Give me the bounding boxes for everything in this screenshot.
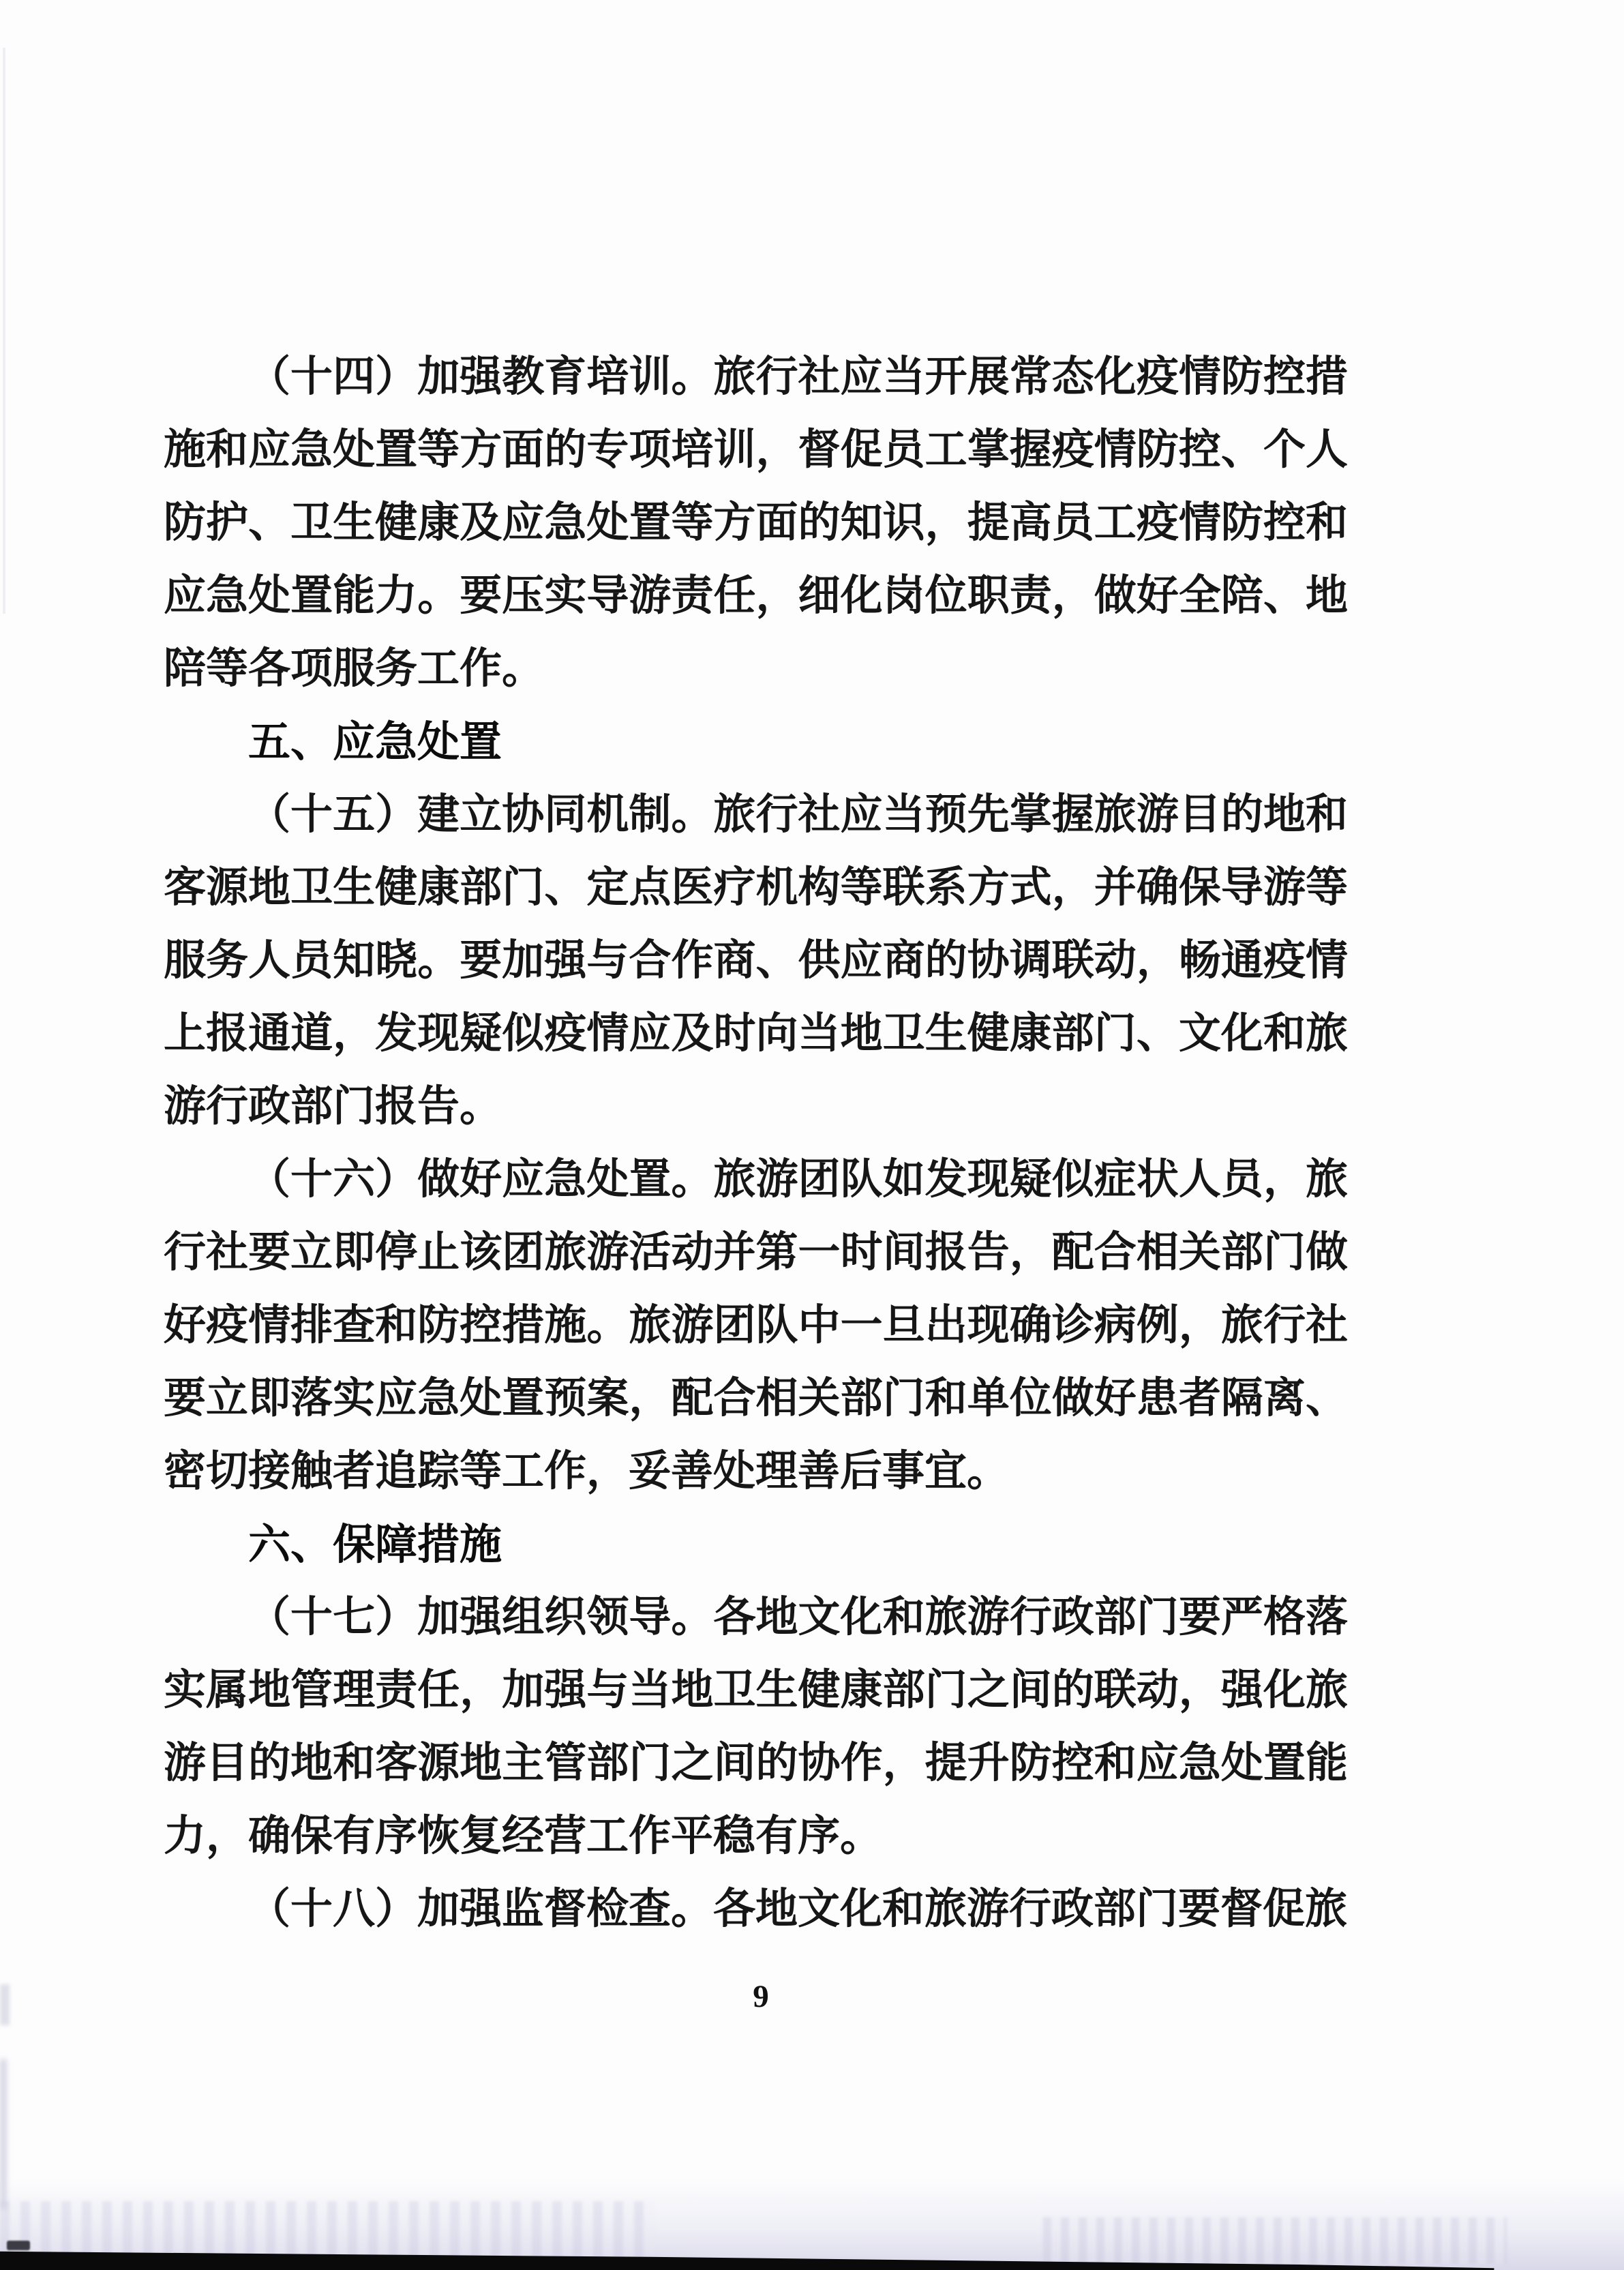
page-number: 9 — [753, 1979, 769, 2014]
paragraph: （十六）做好应急处置。旅游团队如发现疑似症状人员，旅行社要立即停止该团旅游活动并第一时间报告，配合相关部门做好疫情排查和防控措施。旅游团队中一旦出现确诊病例，旅行社要立即落实应急处置预案，配合相关部门和单位做好患者隔离、密切接触者追踪等工作，妥善处理善后事宜。 — [164, 1156, 1348, 1495]
section-heading: 五、应急处置 — [248, 719, 502, 766]
scan-artifact-left-line — [3, 48, 5, 614]
paragraph: （十七）加强组织领导。各地文化和旅游行政部门要严格落实属地管理责任，加强与当地卫生健康部门之间的联动，强化旅游目的地和客源地主管部门之间的协作，提升防控和应急处置能力，确保有序恢复经营工作平稳有序。 — [164, 1594, 1348, 1860]
section-heading: 六、保障措施 — [248, 1521, 502, 1568]
document-body — [164, 341, 1348, 1946]
scan-artifact-left-smudge — [0, 1984, 10, 2025]
paragraph: （十五）建立协同机制。旅行社应当预先掌握旅游目的地和客源地卫生健康部门、定点医疗机构等联系方式，并确保导游等服务人员知晓。要加强与合作商、供应商的协调联动，畅通疫情上报通道，发现疑似疫情应及时向当地卫生健康部门、文化和旅游行政部门报告。 — [164, 792, 1348, 1130]
paragraph: （十八）加强监督检查。各地文化和旅游行政部门要督促旅 — [248, 1886, 1348, 1932]
scan-artifact-streaks — [0, 2201, 655, 2261]
scan-artifact-bottom-bar — [0, 2243, 1624, 2270]
scan-artifact-bottom-shadow — [0, 2179, 1624, 2270]
paragraph: （十四）加强教育培训。旅行社应当开展常态化疫情防控措施和应急处置等方面的专项培训，督促员工掌握疫情防控、个人防护、卫生健康及应急处置等方面的知识，提高员工疫情防控和应急处置能力。要压实导游责任，细化岗位职责，做好全陪、地陪等各项服务工作。 — [164, 354, 1348, 692]
scan-artifact-streaks — [1043, 2217, 1507, 2264]
scan-artifact-dark-mark — [7, 2241, 30, 2250]
scan-artifact-left-smudge — [0, 2059, 7, 2209]
